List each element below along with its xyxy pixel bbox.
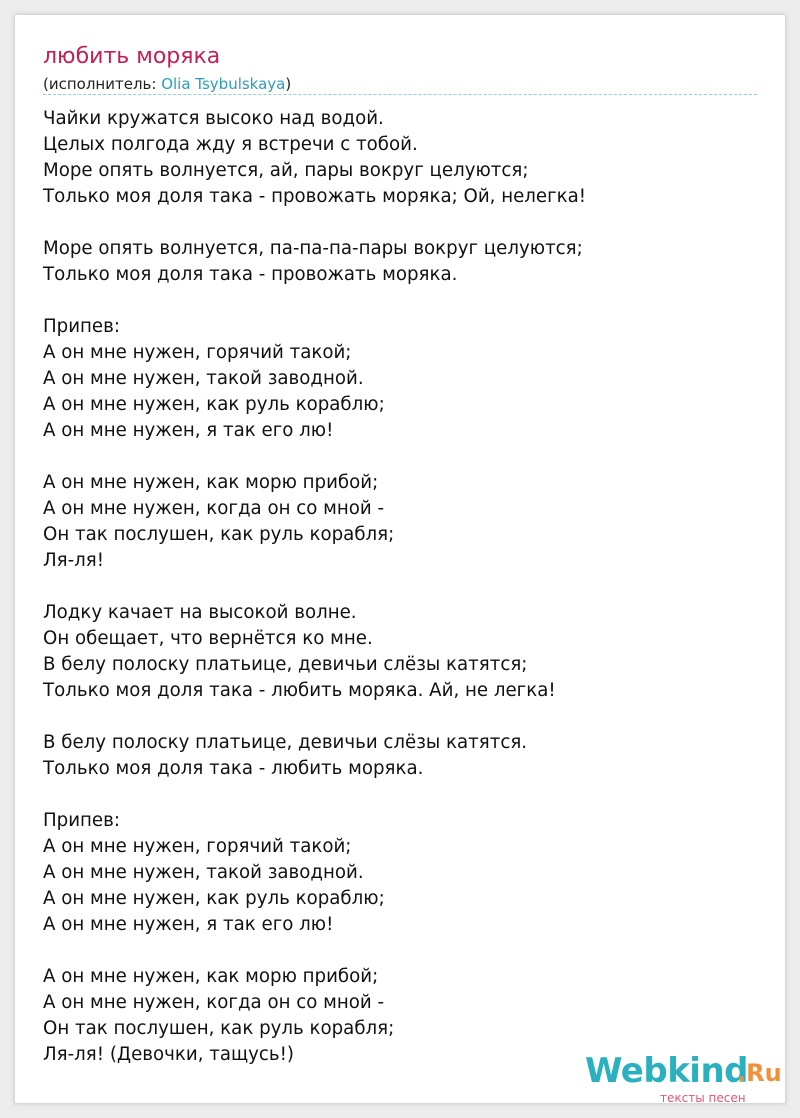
lyrics-line: Припев: xyxy=(43,316,120,337)
artist-line xyxy=(43,75,291,93)
lyrics-line: Он обещает, что вернётся ко мне. xyxy=(43,628,373,649)
lyrics-blank-line xyxy=(43,444,586,470)
lyrics-blank-line xyxy=(43,574,586,600)
lyrics-line: Лодку качает на высокой волне. xyxy=(43,602,357,623)
lyrics-line: А он мне нужен, когда он со мной - xyxy=(43,992,385,1013)
lyrics-line: Он так послушен, как руль корабля; xyxy=(43,524,395,545)
lyrics-blank-line xyxy=(43,704,586,730)
lyrics-line: В белу полоску платьице, девичьи слёзы катятся. xyxy=(43,732,528,753)
lyrics-line: А он мне нужен, как руль кораблю; xyxy=(43,394,385,415)
logo-subtitle: тексты песен xyxy=(660,1091,746,1105)
artist-link[interactable]: Olia Tsybulskaya xyxy=(161,75,286,93)
lyrics-line: Только моя доля така - провожать моряка; Ой, нелегка! xyxy=(43,186,587,207)
lyrics-text xyxy=(43,106,586,1068)
lyrics-line: В белу полоску платьице, девичьи слёзы катятся; xyxy=(43,654,528,675)
title-divider xyxy=(43,94,757,95)
lyrics-line: Целых полгода жду я встречи с тобой. xyxy=(43,134,418,155)
song-title: любить моряка xyxy=(43,44,221,69)
lyrics-line: Ля-ля! xyxy=(43,550,105,571)
lyrics-line: А он мне нужен, такой заводной. xyxy=(43,862,364,883)
lyrics-line: А он мне нужен, как руль кораблю; xyxy=(43,888,385,909)
lyrics-line: Припев: xyxy=(43,810,120,831)
lyrics-line: А он мне нужен, как морю прибой; xyxy=(43,472,379,493)
lyrics-blank-line xyxy=(43,210,586,236)
artist-suffix: ) xyxy=(285,75,292,93)
lyrics-line: А он мне нужен, такой заводной. xyxy=(43,368,364,389)
lyrics-blank-line xyxy=(43,782,586,808)
lyrics-line: Чайки кружатся высоко над водой. xyxy=(43,108,384,129)
lyrics-line: А он мне нужен, когда он со мной - xyxy=(43,498,385,519)
lyrics-line: Ля-ля! (Девочки, тащусь!) xyxy=(43,1044,295,1065)
lyrics-line: Море опять волнуется, па-па-па-пары вокруг целуются; xyxy=(43,238,583,259)
lyrics-blank-line xyxy=(43,288,586,314)
lyrics-line: Только моя доля така - любить моряка. Ай, не легка! xyxy=(43,680,556,701)
logo-wordmark: Webkind xyxy=(585,1051,748,1091)
lyrics-blank-line xyxy=(43,938,586,964)
lyrics-line: А он мне нужен, я так его лю! xyxy=(43,914,334,935)
lyrics-line: Только моя доля така - любить моряка. xyxy=(43,758,424,779)
site-logo[interactable] xyxy=(585,1051,782,1107)
lyrics-line: А он мне нужен, как морю прибой; xyxy=(43,966,379,987)
artist-prefix: (исполнитель: xyxy=(43,75,162,93)
lyrics-page xyxy=(14,14,786,1104)
lyrics-line: А он мне нужен, горячий такой; xyxy=(43,342,352,363)
logo-tld: .Ru xyxy=(737,1059,782,1087)
lyrics-line: Он так послушен, как руль корабля; xyxy=(43,1018,395,1039)
lyrics-line: Море опять волнуется, ай, пары вокруг целуются; xyxy=(43,160,529,181)
lyrics-line: Только моя доля така - провожать моряка. xyxy=(43,264,458,285)
lyrics-line: А он мне нужен, я так его лю! xyxy=(43,420,334,441)
lyrics-line: А он мне нужен, горячий такой; xyxy=(43,836,352,857)
